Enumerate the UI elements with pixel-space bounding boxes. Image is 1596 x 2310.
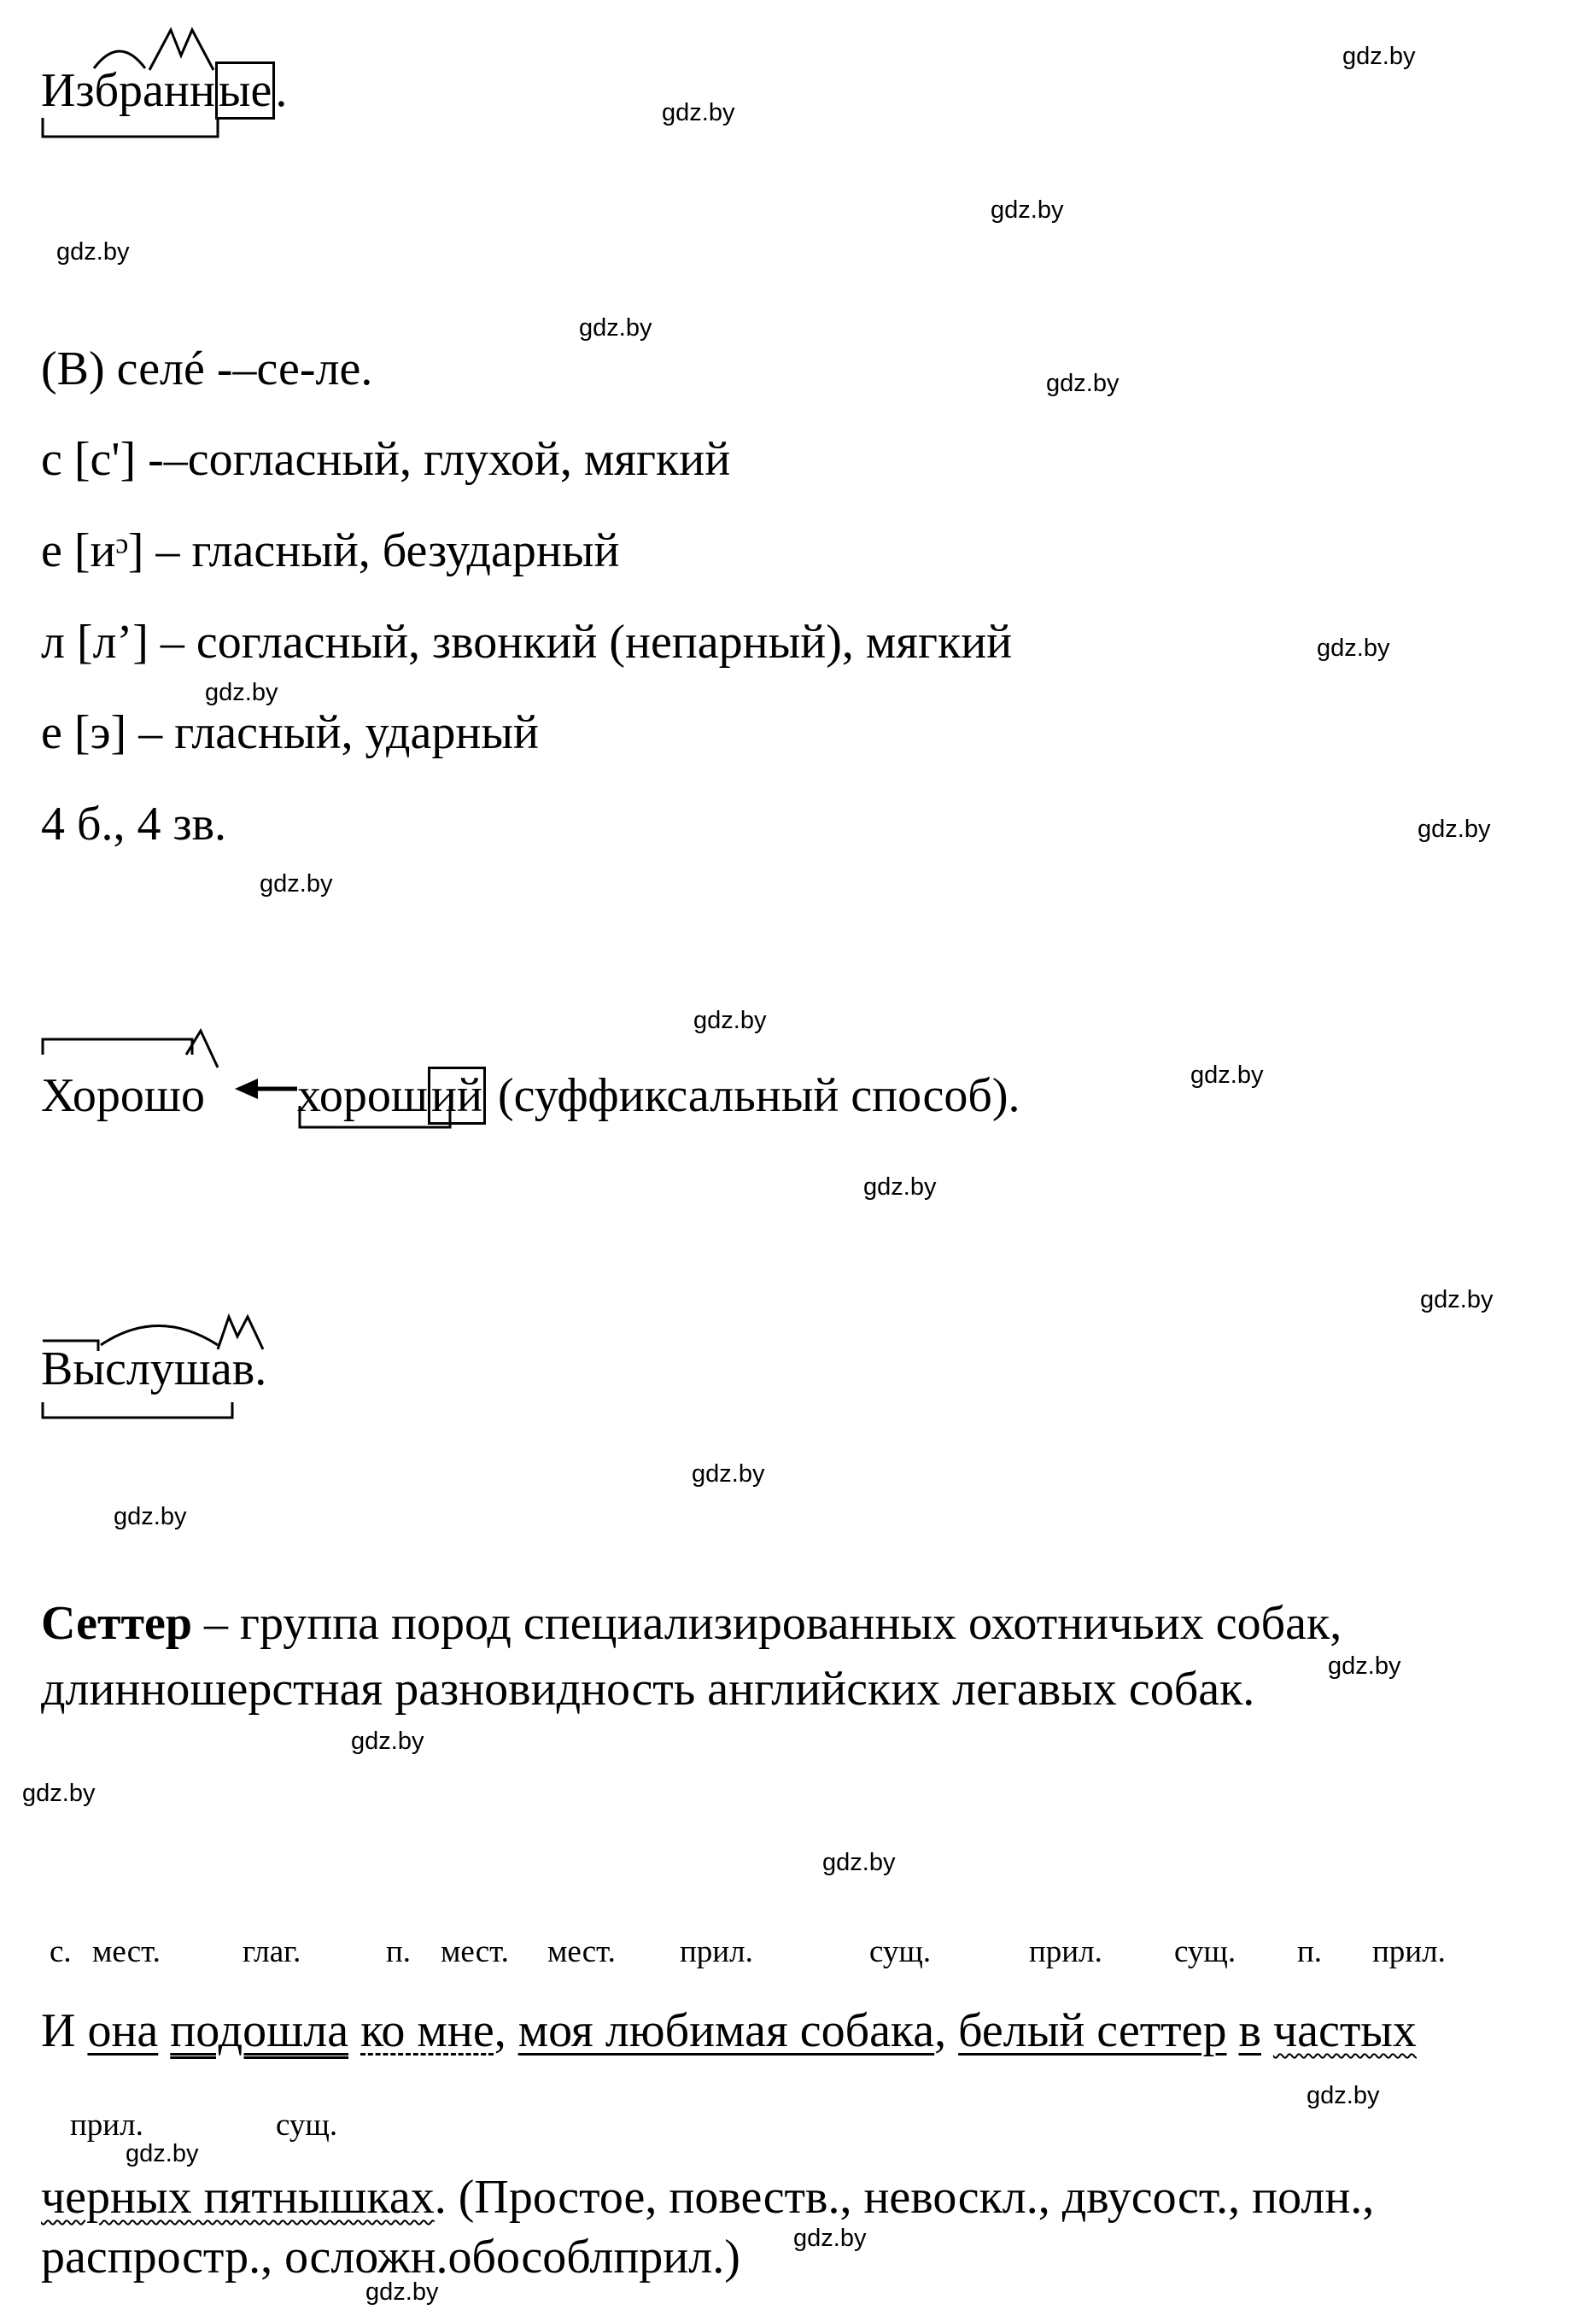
pos-label: прил. bbox=[1372, 1934, 1446, 1969]
sentence-line2 bbox=[41, 2171, 1375, 2224]
pos-label: прил. bbox=[70, 2108, 143, 2143]
pos-label: мест. bbox=[547, 1934, 616, 1969]
word3-punct: . bbox=[254, 1342, 267, 1395]
watermark: gdz.by bbox=[1420, 1286, 1494, 1313]
pos-label: мест. bbox=[92, 1934, 161, 1969]
watermark: gdz.by bbox=[662, 99, 735, 126]
pos-label: сущ. bbox=[276, 2108, 338, 2143]
pos-label: п. bbox=[386, 1934, 412, 1969]
watermark: gdz.by bbox=[351, 1728, 424, 1755]
preposition: в bbox=[1238, 2004, 1261, 2057]
watermark: gdz.by bbox=[793, 2225, 867, 2252]
watermark: gdz.by bbox=[1418, 816, 1491, 843]
watermark: gdz.by bbox=[693, 1007, 767, 1034]
sentence-space bbox=[348, 2004, 360, 2057]
watermark: gdz.by bbox=[1342, 43, 1416, 70]
watermark: gdz.by bbox=[114, 1503, 187, 1530]
watermark: gdz.by bbox=[260, 870, 333, 898]
watermark: gdz.by bbox=[822, 1849, 896, 1876]
watermark: gdz.by bbox=[205, 679, 278, 706]
watermark: gdz.by bbox=[1190, 1061, 1264, 1089]
definition-text1: – группа пород специализированных охотничьих собак, bbox=[192, 1597, 1342, 1650]
watermark: gdz.by bbox=[1046, 370, 1120, 397]
watermark: gdz.by bbox=[1307, 2082, 1380, 2109]
phonetic-row: е [иᵓ] – гласный, безударный bbox=[41, 524, 620, 577]
definition-line2: длинношерстная разновидность английских легавых собак. bbox=[41, 1663, 1255, 1716]
watermark: gdz.by bbox=[1328, 1652, 1401, 1680]
sentence-space bbox=[1227, 2004, 1239, 2057]
watermark: gdz.by bbox=[365, 2278, 439, 2306]
word3 bbox=[41, 1342, 267, 1395]
sentence-punct: , bbox=[494, 2004, 518, 2057]
sentence-line3: распростр., осложн.обособлприл.) bbox=[41, 2231, 740, 2284]
pos-label: сущ. bbox=[869, 1934, 932, 1969]
attribute-phrase: черных пятнышках bbox=[41, 2171, 435, 2224]
pos-label: прил. bbox=[680, 1934, 753, 1969]
watermark: gdz.by bbox=[1317, 635, 1390, 662]
sentence-line1 bbox=[41, 2004, 1417, 2057]
sentence-punct: , bbox=[934, 2004, 959, 2057]
predicate: подошла bbox=[170, 2004, 349, 2057]
definition-term: Сеттер bbox=[41, 1597, 192, 1650]
watermark: gdz.by bbox=[991, 196, 1064, 224]
phonetic-header: (В) селé -–се-ле. bbox=[41, 342, 373, 395]
phonetic-row: с [с'] -–согласный, глухой, мягкий bbox=[41, 433, 731, 486]
watermark: gdz.by bbox=[22, 1780, 96, 1807]
word3-text: Выслушав bbox=[41, 1342, 255, 1395]
pos-label: глаг. bbox=[243, 1934, 301, 1969]
phonetic-row: л [л’] – согласный, звонкий (непарный), мягкий bbox=[41, 616, 1013, 669]
watermark: gdz.by bbox=[579, 314, 652, 342]
word1-punct: . bbox=[275, 64, 288, 117]
sentence-characteristics: . (Простое, повеств., невоскл., двусост., полн., bbox=[434, 2171, 1375, 2224]
apposition: моя любимая собака bbox=[517, 2004, 935, 2057]
word1-root: Избранн bbox=[41, 64, 215, 117]
attribute: частых bbox=[1272, 2004, 1417, 2057]
word1 bbox=[41, 64, 288, 117]
base-stem: хорош bbox=[297, 1069, 429, 1122]
derivation-line bbox=[41, 1069, 1020, 1122]
base-ending: ий bbox=[428, 1067, 486, 1125]
definition-line1 bbox=[41, 1597, 1342, 1650]
sentence-space bbox=[158, 2004, 170, 2057]
sentence-space bbox=[1261, 2004, 1273, 2057]
pos-label: сущ. bbox=[1174, 1934, 1236, 1969]
derived-word: Хорошо bbox=[41, 1069, 206, 1122]
watermark: gdz.by bbox=[692, 1460, 765, 1488]
pos-label: прил. bbox=[1029, 1934, 1102, 1969]
phonetic-row: е [э] – гласный, ударный bbox=[41, 706, 539, 759]
pos-label: с. bbox=[50, 1934, 72, 1969]
derivation-method: (суффиксальный способ). bbox=[485, 1069, 1020, 1122]
pos-label: мест. bbox=[441, 1934, 509, 1969]
subject: она bbox=[87, 2004, 159, 2057]
pos-label: п. bbox=[1297, 1934, 1323, 1969]
phonetic-summary: 4 б., 4 зв. bbox=[41, 798, 227, 851]
object: ко мне bbox=[360, 2004, 494, 2057]
word1-ending: ые bbox=[215, 61, 275, 120]
watermark: gdz.by bbox=[863, 1173, 937, 1201]
watermark: gdz.by bbox=[126, 2140, 199, 2167]
apposition: белый сеттер bbox=[958, 2004, 1227, 2057]
watermark: gdz.by bbox=[56, 238, 130, 266]
sentence-word: И bbox=[41, 2004, 88, 2057]
